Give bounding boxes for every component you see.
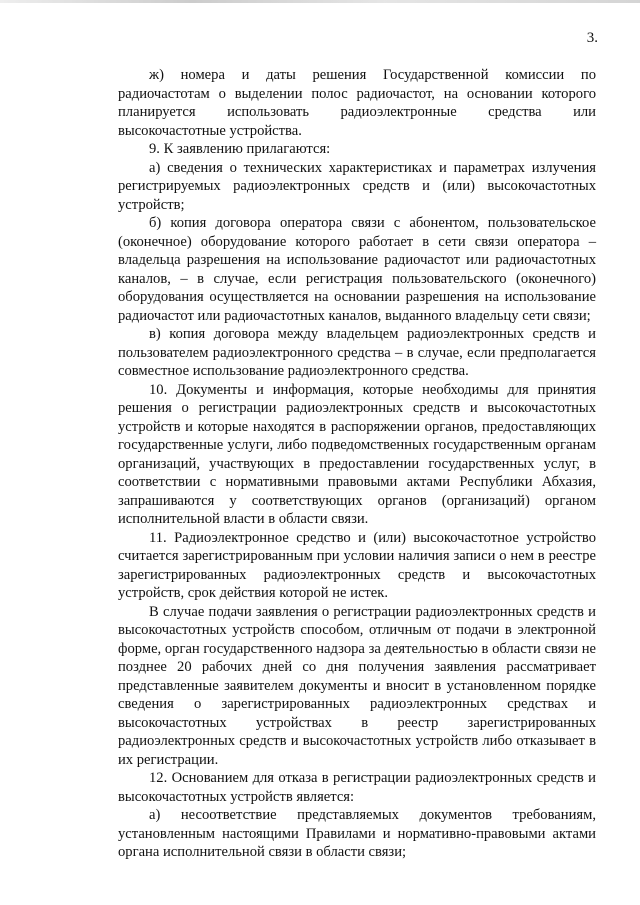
paragraph-zh: ж) номера и даты решения Государственной комиссии по радиочастотам о выделении полос радиочастот, на основании которого планируется использовать радиоэлектронные средства или высокочастотные устройства.	[118, 67, 596, 139]
paragraph-12: 12. Основанием для отказа в регистрации радиоэлектронных средств и высокочастотных устройств является:	[118, 770, 596, 805]
paragraph-11-registration: В случае подачи заявления о регистрации радиоэлектронных средств и высокочастотных устройств способом, отличным от подачи в электронной форме, орган государственного надзора за деятельностью в области связи не позднее 20 рабочих дней со дня получения заявления рассматривает представленные заявителем документы и вносит в установленном порядке сведения о зарегистрированных радиоэлектронных средствах и высокочастотных устройствах в реестр зарегистрированных радиоэлектронных средств и высокочастотных устройств либо отказывает в их регистрации.	[118, 603, 596, 768]
scan-edge	[0, 0, 640, 3]
paragraph-9b: б) копия договора оператора связи с абонентом, пользовательское (оконечное) оборудование которого работает в сети связи оператора – владельца разрешения на использование радиочастот или радиочастотных каналов, – в случае, если регистрация пользовательского (оконечного) оборудования осуществляется на основании разрешения на использование радиочастот или радиочастотных каналов, выданного владельцу сети связи;	[118, 215, 596, 324]
page-number: 3.	[586, 30, 598, 46]
paragraph-9v: в) копия договора между владельцем радиоэлектронных средств и пользователем радиоэлектронного средства – в случае, если предполагается совместное использование радиоэлектронного средства.	[118, 326, 596, 379]
paragraph-9: 9. К заявлению прилагаются:	[149, 141, 331, 157]
document-body	[118, 66, 596, 862]
paragraph-9a: а) сведения о технических характеристиках и параметрах излучения регистрируемых радиоэлектронных средств и (или) высокочастотных устройств;	[118, 159, 596, 213]
paragraph-11: 11. Радиоэлектронное средство и (или) высокочастотное устройство считается зарегистрированным при условии наличия записи о нем в реестре зарегистрированных радиоэлектронных средств и высокочастотных устройств, срок действия которой не истек.	[118, 529, 596, 601]
paragraph-10: 10. Документы и информация, которые необходимы для принятия решения о регистрации радиоэлектронных средств и высокочастотных устройств и которые находятся в распоряжении органов, предоставляющих государственные услуги, либо подведомственных государственным органам организаций, участвующих в предоставлении государственных услуг, в соответствии с нормативными правовыми актами Республики Абхазия, запрашиваются у соответствующих органов (организаций) органом исполнительной власти в области связи.	[118, 381, 596, 527]
paragraph-12a: а) несоответствие представляемых документов требованиям, установленным настоящими Правилами и нормативно-правовыми актами органа исполнительной связи в области связи;	[118, 807, 596, 860]
